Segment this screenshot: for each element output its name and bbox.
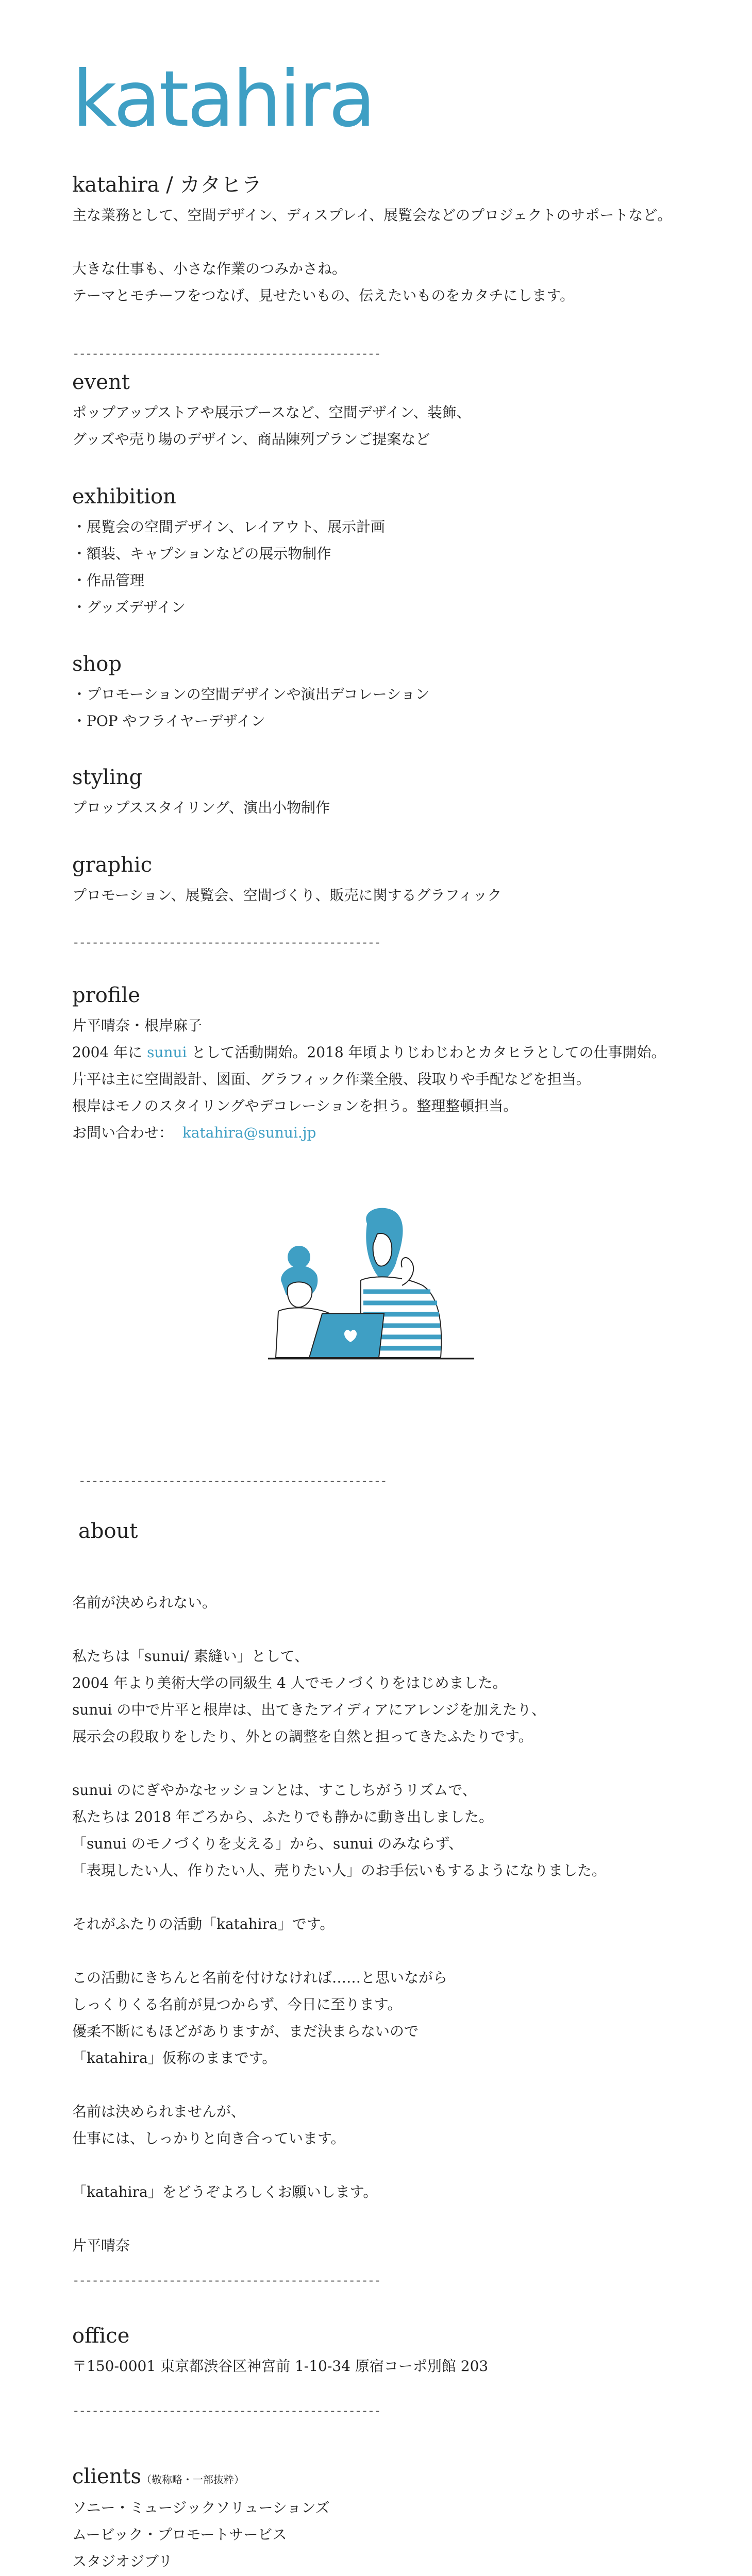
about-line: 名前が決められない。: [72, 1594, 217, 1611]
contact-email-link[interactable]: katahira@sunui.jp: [182, 1124, 316, 1141]
service-text-exhibition: [72, 514, 385, 621]
profile-text-part: として活動開始。2018 年頃よりじわじわとカタヒラとしての仕事開始。: [187, 1044, 666, 1061]
office-title: office: [72, 2324, 130, 2348]
service-line: プロップススタイリング、演出小物制作: [72, 799, 330, 816]
about-line: sunui の中で片平と根岸は、出てきたアイディアにアレンジを加えたり、: [72, 1701, 546, 1718]
service-line: ・グッズデザイン: [72, 599, 186, 616]
intro-text: [72, 202, 672, 309]
service-text-shop: [72, 681, 430, 735]
service-text-styling: [72, 794, 330, 821]
service-line: ・プロモーションの空間デザインや演出デコレーション: [72, 686, 430, 703]
about-line: 「表現したい人、作りたい人、売りたい人」のお手伝いもするようになりました。: [72, 1862, 607, 1879]
clients-note: （敬称略・一部抜粋）: [141, 2473, 245, 2486]
profile-line: 根岸はモノのスタイリングやデコレーションを担う。整理整頓担当。: [72, 1097, 518, 1114]
about-line: 私たちは 2018 年ごろから、ふたりでも静かに動き出しました。: [72, 1808, 494, 1825]
service-line: プロモーション、展覧会、空間づくり、販売に関するグラフィック: [72, 887, 502, 904]
about-line: 「katahira」仮称のままです。: [72, 2049, 277, 2066]
profile-text: [72, 1012, 666, 1146]
clients-list: [72, 2495, 330, 2576]
profile-line: 片平は主に空間設計、図面、グラフィック作業全般、段取りや手配などを担当。: [72, 1071, 591, 1088]
contact-label: お問い合わせ：: [72, 1124, 174, 1141]
about-line: 2004 年より美術大学の同級生 4 人でモノづくりをはじめました。: [72, 1674, 507, 1691]
separator: ------------------------------------------------: [78, 1473, 387, 1488]
illustration-svg: [232, 1203, 521, 1399]
service-title-styling: styling: [72, 766, 143, 789]
profile-contact: [72, 1120, 666, 1146]
about-line: それがふたりの活動「katahira」です。: [72, 1916, 335, 1933]
profile-line: [72, 1039, 666, 1066]
about-title: about: [78, 1519, 138, 1543]
separator: ------------------------------------------------: [72, 935, 380, 950]
about-line: 優柔不断にもほどがありますが、まだ決まらないので: [72, 2023, 419, 2040]
separator: ------------------------------------------------: [72, 2273, 380, 2287]
about-line: sunui のにぎやかなセッションとは、すこしちがうリズムで、: [72, 1782, 477, 1799]
clients-title-text: clients: [72, 2465, 142, 2488]
service-title-graphic: graphic: [72, 853, 153, 877]
about-line: 「sunui のモノづくりを支える」から、sunui のみならず、: [72, 1835, 463, 1852]
service-text-event: [72, 399, 471, 453]
separator: ------------------------------------------------: [72, 346, 380, 361]
client-item: ムービック・プロモートサービス: [72, 2526, 287, 2543]
service-line: ポップアップストアや展示ブースなど、空間デザイン、装飾、: [72, 404, 471, 421]
about-line: この活動にきちんと名前を付けなければ……と思いながら: [72, 1969, 448, 1986]
client-item: ソニー・ミュージックソリューションズ: [72, 2499, 330, 2516]
service-text-graphic: [72, 882, 502, 909]
office-address: 〒150-0001 東京都渋谷区神宮前 1-10-34 原宿コーポ別館 203: [72, 2358, 489, 2375]
profile-text-part: 2004 年に: [72, 1044, 147, 1061]
about-line: 「katahira」をどうぞよろしくお願いします。: [72, 2183, 378, 2200]
intro-line: テーマとモチーフをつなげ、見せたいもの、伝えたいものをカタチにします。: [72, 287, 575, 304]
about-line: 名前は決められませんが、: [72, 2103, 246, 2120]
service-title-shop: shop: [72, 652, 122, 676]
service-line: ・額装、キャプションなどの展示物制作: [72, 545, 331, 562]
intro-line: 主な業務として、空間デザイン、ディスプレイ、展覧会などのプロジェクトのサポートなど。: [72, 207, 672, 224]
service-line: ・作品管理: [72, 572, 145, 589]
about-line: 仕事には、しっかりと向き合っています。: [72, 2130, 345, 2147]
intro-title: katahira / カタヒラ: [72, 173, 262, 197]
about-line: 展示会の段取りをしたり、外との調整を自然と担ってきたふたりです。: [72, 1728, 533, 1745]
service-title-event: event: [72, 370, 130, 394]
about-text: [72, 1589, 606, 2259]
site-logo[interactable]: katahira: [72, 55, 374, 144]
about-signature: 片平晴奈: [72, 2237, 130, 2254]
sunui-link[interactable]: sunui: [147, 1044, 187, 1061]
intro-line: 大きな仕事も、小さな作業のつみかさね。: [72, 260, 347, 277]
service-line: グッズや売り場のデザイン、商品陳列プランご提案など: [72, 431, 430, 448]
service-line: ・POP やフライヤーデザイン: [72, 713, 265, 730]
service-line: ・展覧会の空間デザイン、レイアウト、展示計画: [72, 518, 386, 535]
separator: ------------------------------------------------: [72, 2403, 380, 2418]
profile-title: profile: [72, 984, 140, 1007]
client-item: スタジオジブリ: [72, 2553, 173, 2570]
about-line: 私たちは「sunui/ 素縫い」として、: [72, 1648, 309, 1665]
profile-names: 片平晴奈・根岸麻子: [72, 1017, 203, 1034]
clients-title: [72, 2464, 244, 2489]
about-line: しっくりくる名前が見つからず、今日に至ります。: [72, 1996, 402, 2013]
two-women-with-laptop-illustration: [232, 1203, 521, 1401]
service-title-exhibition: exhibition: [72, 485, 176, 509]
